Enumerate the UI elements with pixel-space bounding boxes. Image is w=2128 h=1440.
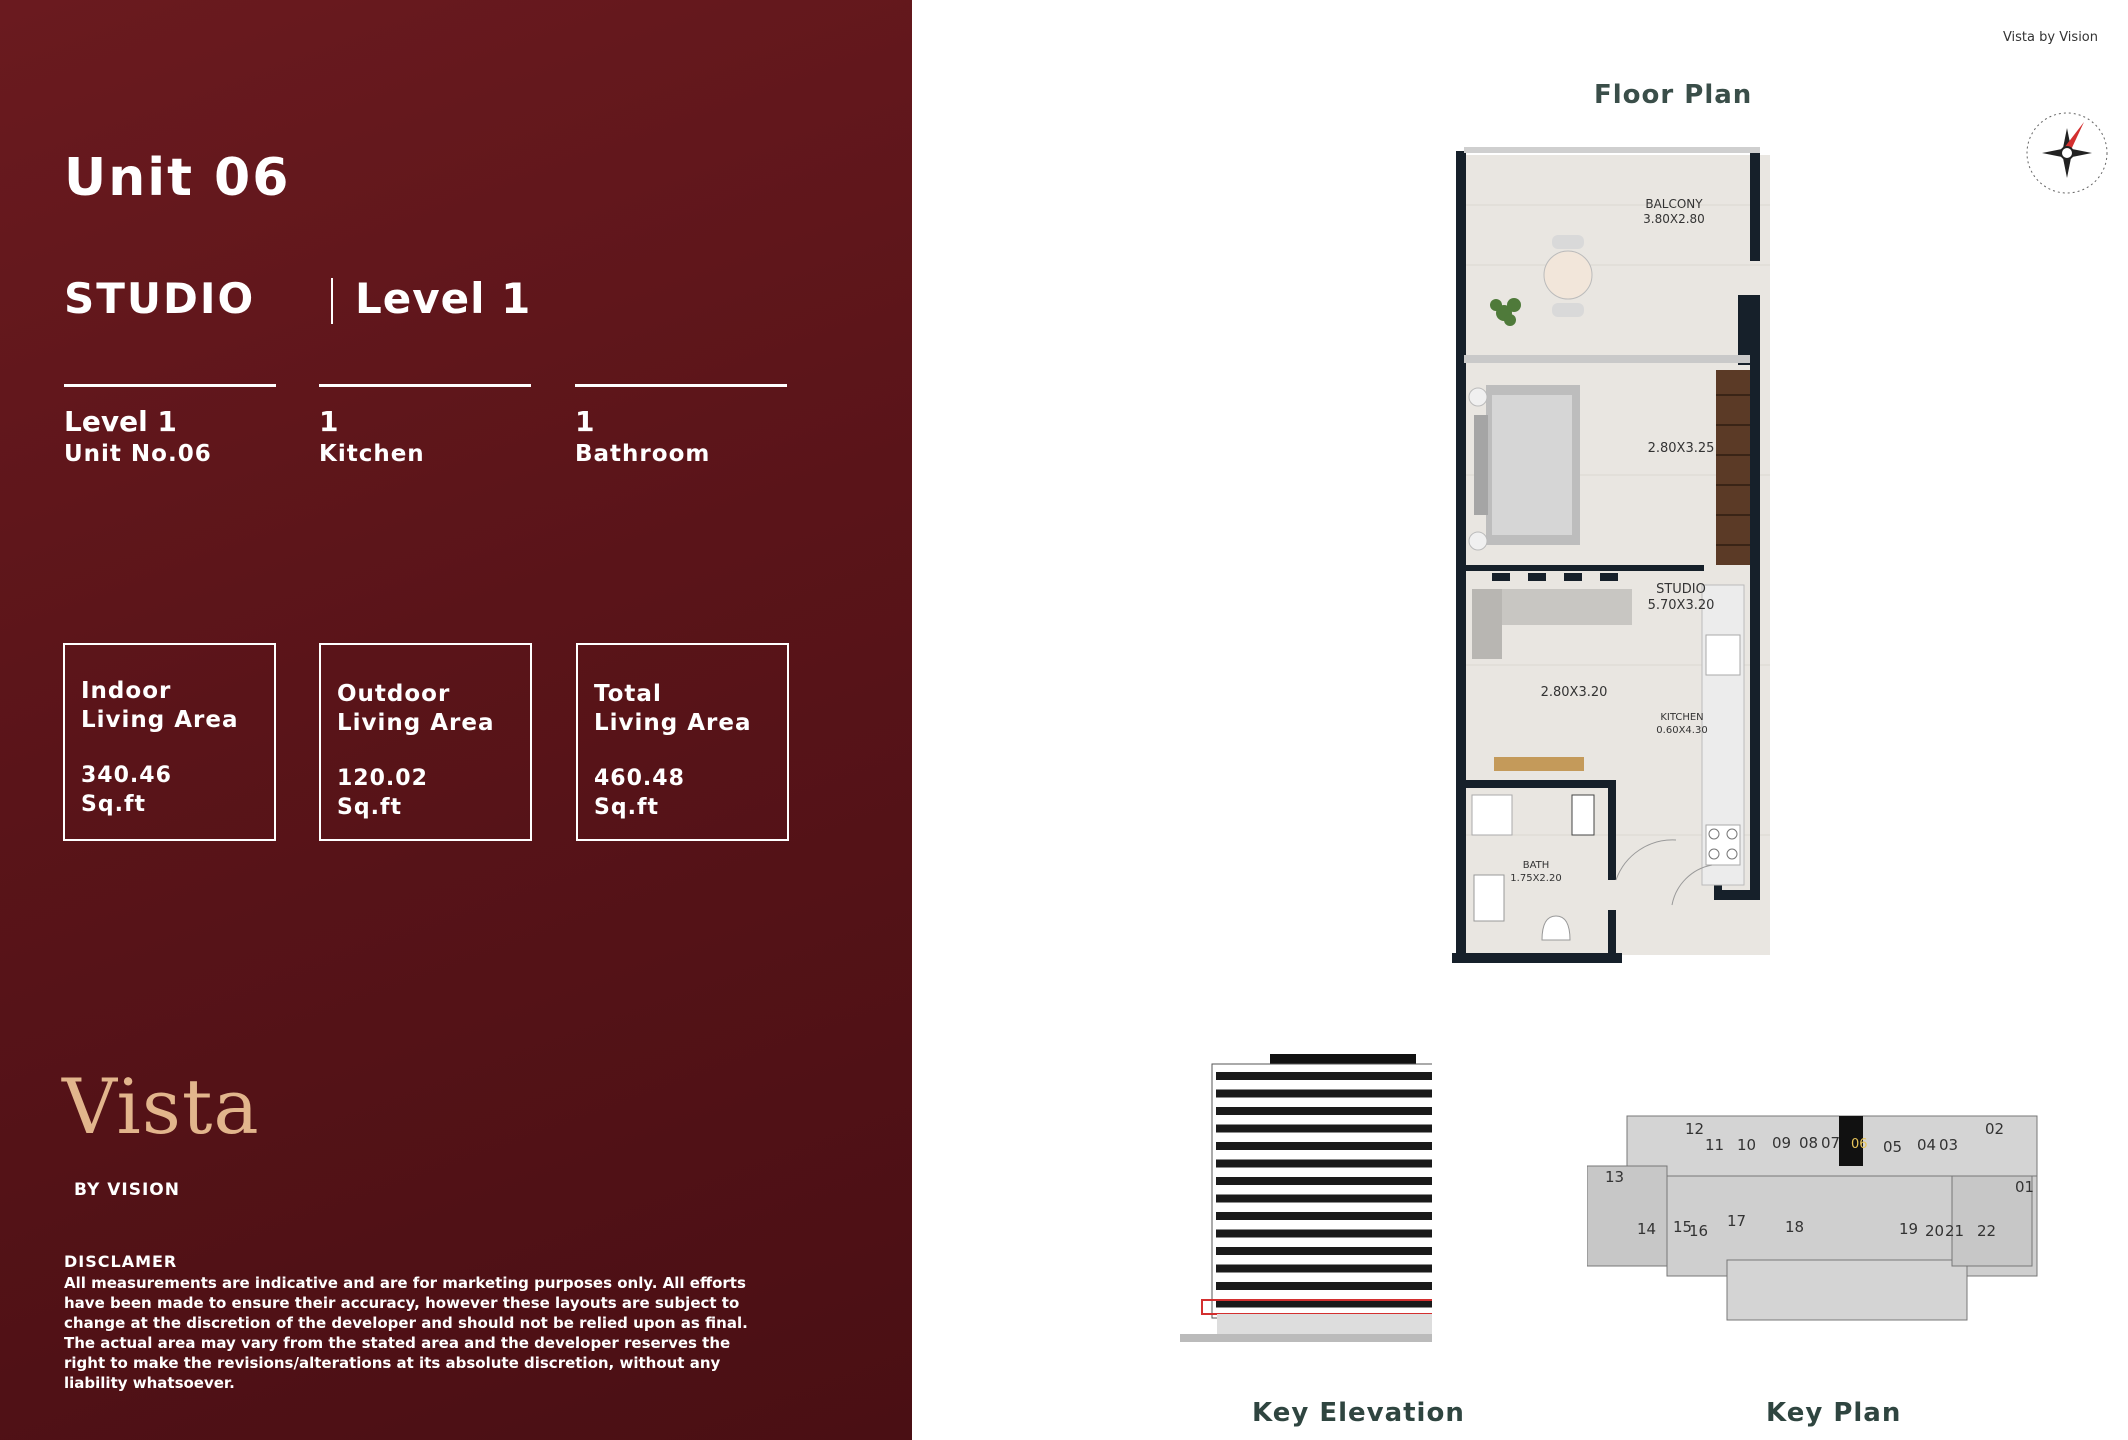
stat-value: 1: [575, 405, 595, 438]
title-divider: [331, 278, 333, 324]
area-label: Indoor: [81, 678, 172, 704]
area-label: Living Area: [337, 710, 495, 736]
area-value: 120.02: [337, 766, 428, 791]
disclaimer-title: DISCLAMER: [64, 1252, 178, 1271]
stat-label: Unit No.06: [64, 441, 212, 467]
elevation-floor-band: [1216, 1160, 1432, 1168]
corner-brand-label: Vista by Vision: [2002, 30, 2098, 45]
room-label-bath: BATH: [1522, 860, 1550, 871]
room-dim-kitchen: 0.60X4.30: [1656, 725, 1708, 736]
area-label: Living Area: [81, 707, 239, 733]
key-plan-unit-label: 07: [1821, 1134, 1841, 1152]
elevation-floor-band: [1216, 1230, 1432, 1238]
key-plan-title: Key Plan: [1766, 1398, 1902, 1428]
key-elevation-title: Key Elevation: [1252, 1398, 1465, 1428]
room-label-balcony: BALCONY: [1645, 197, 1703, 211]
area-indoor: [63, 643, 276, 841]
key-plan-unit-label: 03: [1939, 1136, 1959, 1154]
unit-title: Unit 06: [64, 148, 291, 208]
brand-logo: Vista: [62, 1062, 260, 1151]
area-label: Living Area: [594, 710, 752, 736]
elevation-floor-band: [1216, 1142, 1432, 1150]
stat-value: 1: [319, 405, 339, 438]
key-plan-unit-label: 08: [1799, 1134, 1819, 1152]
area-value: 460.48: [594, 766, 685, 791]
info-panel: [0, 0, 912, 1440]
key-plan-unit-label: 21: [1945, 1222, 1965, 1240]
elevation-floor-band: [1216, 1107, 1432, 1115]
stat-label: Bathroom: [575, 441, 711, 467]
key-plan-unit-label: 16: [1689, 1222, 1709, 1240]
stat-level: [64, 384, 276, 469]
key-plan-unit-label: 06: [1851, 1137, 1868, 1152]
key-plan-unit-label: 11: [1705, 1136, 1725, 1154]
area-total: [576, 643, 789, 841]
area-unit: Sq.ft: [594, 795, 660, 820]
stat-label: Kitchen: [319, 441, 425, 467]
elevation-floor-band: [1216, 1177, 1432, 1185]
room-dim-studio: 5.70X3.20: [1647, 598, 1715, 613]
room-dim-living: 2.80X3.20: [1540, 685, 1608, 700]
unit-level: Level 1: [355, 274, 532, 323]
brand-subtitle: BY VISION: [74, 1180, 180, 1200]
key-plan-drawing: [1587, 1110, 2047, 1330]
room-dim-bath: 1.75X2.20: [1510, 873, 1562, 884]
area-unit: Sq.ft: [337, 795, 403, 820]
key-plan-unit-label: 02: [1985, 1120, 2005, 1138]
compass-icon: [2022, 108, 2112, 198]
unit-type: STUDIO: [64, 274, 256, 323]
key-plan-unit-label: 13: [1605, 1168, 1625, 1186]
room-label-kitchen: KITCHEN: [1660, 712, 1704, 723]
room-dim-balcony: 3.80X2.80: [1643, 212, 1705, 226]
elevation-floor-band: [1216, 1265, 1432, 1273]
room-label-studio: STUDIO: [1656, 582, 1706, 597]
area-unit: Sq.ft: [81, 792, 147, 817]
key-plan-unit-label: 09: [1772, 1134, 1792, 1152]
key-plan-unit-label: 19: [1899, 1220, 1919, 1238]
key-plan-unit-label: 20: [1925, 1222, 1945, 1240]
elevation-floor-band: [1216, 1090, 1432, 1098]
disclaimer-text: All measurements are indicative and are for marketing purposes only. All efforts have been made to ensure their accuracy, however these layouts are subject to change at the discretion of the developer and should not be relied upon as final. The actual area may vary from the stated area and the developer reserves the right to make the revisions/alterations at its absolute discretion, without any liability whatsoever.: [64, 1274, 748, 1392]
area-outdoor: [319, 643, 532, 841]
elevation-floor-band: [1216, 1072, 1432, 1080]
key-plan-unit-label: 05: [1883, 1138, 1903, 1156]
key-plan-unit-label: 17: [1727, 1212, 1747, 1230]
floor-plan-title: Floor Plan: [1594, 80, 1753, 110]
key-plan-unit-label: 15: [1673, 1218, 1693, 1236]
area-label: Outdoor: [337, 681, 451, 707]
floor-plan-drawing: [1452, 145, 1782, 975]
key-plan-unit-label: 18: [1785, 1218, 1805, 1236]
elevation-floor-band: [1216, 1212, 1432, 1220]
key-plan-unit-label: 04: [1917, 1136, 1937, 1154]
stat-value: Level 1: [64, 405, 177, 438]
key-plan-unit-label: 10: [1737, 1136, 1757, 1154]
elevation-floor-band: [1216, 1282, 1432, 1290]
key-plan-unit-label: 22: [1977, 1222, 1997, 1240]
key-plan-unit-label: 14: [1637, 1220, 1657, 1238]
key-plan-unit-label: 12: [1685, 1120, 1705, 1138]
stat-bathroom: [575, 384, 787, 469]
elevation-floor-band: [1216, 1125, 1432, 1133]
stat-kitchen: [319, 384, 531, 469]
area-label: Total: [594, 681, 662, 707]
area-value: 340.46: [81, 763, 172, 788]
elevation-floor-band: [1216, 1195, 1432, 1203]
elevation-floor-band: [1216, 1247, 1432, 1255]
room-dim-bedroom: 2.80X3.25: [1647, 441, 1715, 456]
plan-panel: [912, 0, 2128, 1440]
key-elevation-drawing: [1172, 1050, 1432, 1350]
key-plan-unit-label: 01: [2015, 1178, 2035, 1196]
